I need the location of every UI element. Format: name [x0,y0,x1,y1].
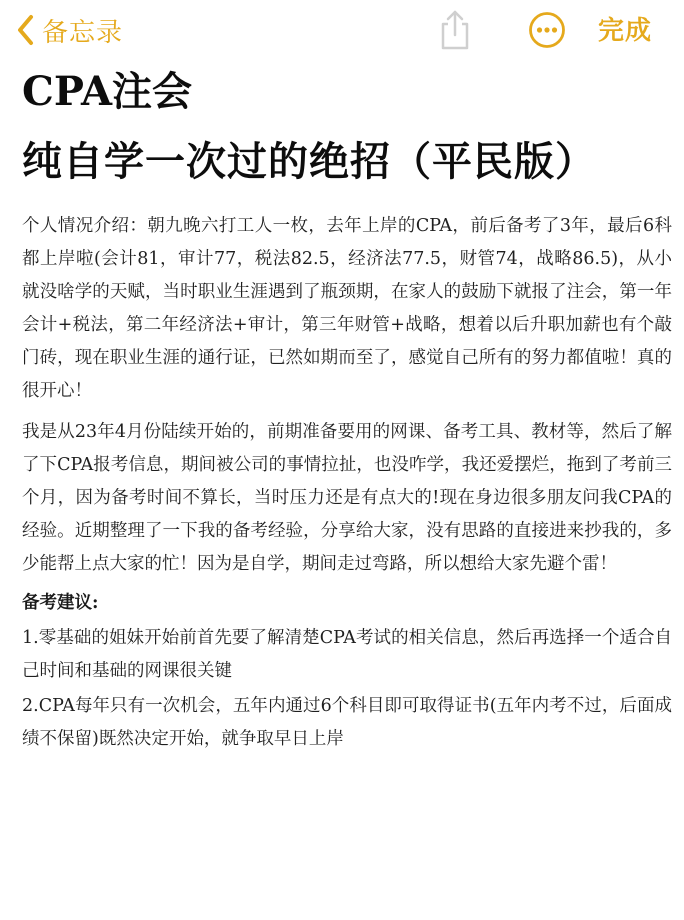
section-heading: 备考建议: [22,593,99,613]
done-button[interactable]: 完成 [598,16,653,46]
list-item: 1.零基础的姐妹开始前首先要了解清楚CPA考试的相关信息，然后再选择一个适合自己时间和基础的网课很关键 [22,628,672,681]
navigation-bar [0,0,684,62]
back-label: 备忘录 [42,17,124,48]
chevron-left-icon [16,14,34,46]
note-title-line1: CPA注会 [22,68,193,115]
share-button[interactable] [437,8,473,52]
list-item: 2.CPA每年只有一次机会，五年内通过6个科目即可取得证书(五年内考不过，后面成绩不保留)既然决定开始，就争取早日上岸 [22,696,672,749]
more-button[interactable] [528,11,566,49]
share-icon [437,37,473,56]
experience-paragraph: 我是从23年4月份陆续开始的，前期准备要用的网课、备考工具、教材等，然后了解了下CPA报考信息，期间被公司的事情拉扯，也没咋学，我还爱摆烂，拖到了考前三个月，因为备考时间不算长，当时压力还是有点大的!现在身边很多朋友问我CPA的经验。近期整理了一下我的备考经验，分享给大家，没有思路的直接进来抄我的，多少能帮上点大家的忙！因为是自学，期间走过弯路，所以想给大家先避个雷！ [22,422,672,574]
note-title-line2: 纯自学一次过的绝招（平民版） [22,138,596,185]
note-body[interactable] [22,62,672,756]
intro-paragraph: 个人情况介绍：朝九晚六打工人一枚，去年上岸的CPA，前后备考了3年，最后6科都上岸啦(会计81，审计77，税法82.5，经济法77.5，财管74，战略86.5)，从小就没啥学的天赋，当时职业生涯遇到了瓶颈期，在家人的鼓励下就报了注会，第一年会计+税法，第二年经济法+审计，第三年财管+战略，想着以后升职加薪也有个敲门砖，现在职业生涯的通行证，已然如期而至了，感觉自己所有的努力都值啦！真的很开心！ [22,216,672,401]
more-icon [528,34,566,53]
back-button[interactable] [16,8,123,52]
